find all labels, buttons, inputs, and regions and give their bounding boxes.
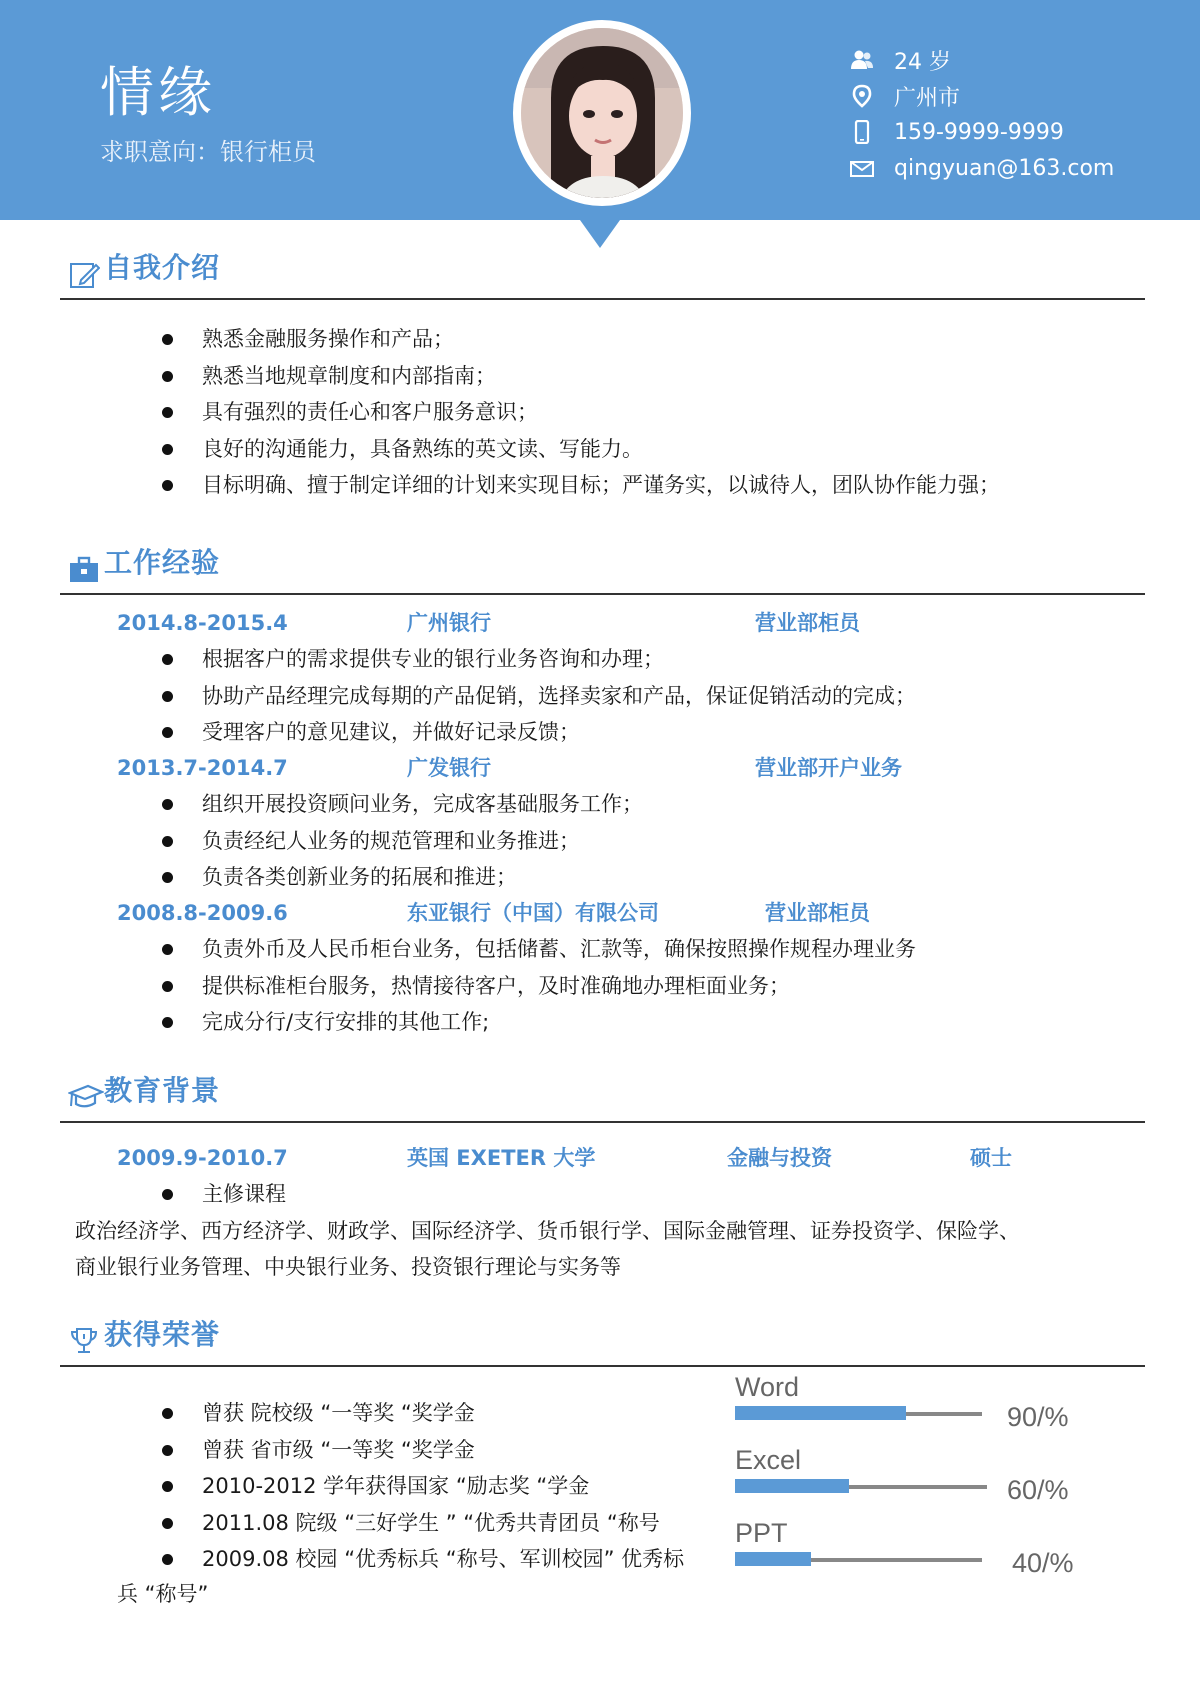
intro-item: 具有强烈的责任心和客户服务意识；: [160, 394, 1000, 431]
education-courses: [160, 1176, 286, 1213]
job-duty: 负责各类创新业务的拓展和推进；: [160, 859, 643, 896]
skill-name: Word: [735, 1372, 800, 1402]
honor-item: 2009.08 校园 “优秀标兵 “称号、军训校园” 优秀标: [160, 1541, 684, 1578]
job-header: [117, 605, 1017, 641]
honor-item: 2010-2012 学年获得国家 “励志奖 “学金: [160, 1468, 684, 1505]
honor-item: 曾获 院校级 “一等奖 “奖学金: [160, 1395, 684, 1432]
job-duty-list: [160, 786, 643, 896]
skill-percent: 60/%: [1007, 1475, 1069, 1505]
intro-item: 目标明确、擅于制定详细的计划来实现目标；严谨务实，以诚待人，团队协作能力强；: [160, 467, 1000, 504]
job-duty: 协助产品经理完成每期的产品促销，选择卖家和产品，保证促销活动的完成；: [160, 678, 916, 715]
skill-name: PPT: [735, 1518, 788, 1548]
mobile-phone-icon: [850, 120, 874, 144]
envelope-icon: [850, 156, 874, 180]
job-duty: 负责外币及人民币柜台业务，包括储蓄、汇款等，确保按照操作规程办理业务: [160, 931, 916, 968]
skill-fill: [735, 1406, 906, 1420]
contact-city: [850, 78, 1114, 114]
job-duty: 受理客户的意见建议，并做好记录反馈；: [160, 714, 916, 751]
courses-line: 政治经济学、西方经济学、财政学、国际经济学、货币银行学、国际金融管理、证券投资学、保险学、: [75, 1219, 1020, 1243]
job-company: 广州银行: [407, 611, 491, 635]
contact-info: [850, 42, 1114, 186]
section-education-title: 教育背景: [104, 1074, 221, 1107]
job-period: 2013.7-2014.7: [117, 756, 288, 780]
candidate-name: 情缘: [100, 61, 216, 124]
courses-label: 主修课程: [160, 1176, 286, 1213]
skill-percent: 40/%: [1012, 1548, 1074, 1578]
intro-list: [160, 321, 1000, 504]
job-duty-list: [160, 641, 916, 751]
contact-email-text[interactable]: qingyuan@163.com: [894, 155, 1115, 181]
briefcase-icon: [68, 553, 100, 585]
honors-list: [160, 1395, 684, 1578]
job-duty: 提供标准柜台服务，热情接待客户，及时准确地办理柜面业务；: [160, 968, 916, 1005]
location-pin-icon: [850, 84, 874, 108]
job-company: 东亚银行（中国）有限公司: [407, 901, 659, 925]
avatar-photo: [521, 28, 683, 198]
job-duty-list: [160, 931, 916, 1041]
job-position: 营业部柜员: [755, 611, 860, 635]
edit-note-icon: [68, 258, 100, 290]
job-objective-label: 求职意向：: [100, 138, 220, 166]
contact-phone-text[interactable]: 159-9999-9999: [894, 119, 1064, 145]
skill-row: [735, 1518, 1095, 1588]
education-degree: 硕士: [970, 1146, 1012, 1170]
section-work: [60, 543, 1145, 595]
user-group-icon: [850, 48, 874, 72]
skill-percent: 90/%: [1007, 1402, 1069, 1432]
job-header: [117, 895, 1017, 931]
contact-phone: [850, 114, 1114, 150]
job-duty: 组织开展投资顾问业务，完成客基础服务工作；: [160, 786, 643, 823]
job-position: 营业部开户业务: [755, 756, 902, 780]
avatar: [521, 28, 683, 198]
honor-item-continued: 兵 “称号”: [117, 1582, 209, 1606]
honor-item: 2011.08 院级 “三好学生 ” “优秀共青团员 “称号: [160, 1505, 684, 1542]
trophy-icon: [68, 1325, 100, 1357]
education-period: 2009.9-2010.7: [117, 1146, 288, 1170]
contact-age: [850, 42, 1114, 78]
contact-email: [850, 150, 1114, 186]
job-duty: 完成分行/支行安排的其他工作;: [160, 1004, 916, 1041]
courses-line: 商业银行业务管理、中央银行业务、投资银行理论与实务等: [75, 1255, 621, 1279]
section-work-title: 工作经验: [104, 546, 221, 579]
section-honors: [60, 1315, 1145, 1367]
education-header: [117, 1140, 1017, 1176]
education-school: 英国 EXETER 大学: [407, 1146, 596, 1170]
skill-fill: [735, 1552, 811, 1566]
graduation-cap-icon: [68, 1081, 100, 1113]
job-period: 2014.8-2015.4: [117, 611, 288, 635]
avatar-frame: [513, 20, 691, 206]
header-pointer: [580, 220, 620, 248]
section-intro-title: 自我介绍: [104, 251, 221, 284]
section-honors-title: 获得荣誉: [104, 1318, 221, 1351]
job-duty: 根据客户的需求提供专业的银行业务咨询和办理；: [160, 641, 916, 678]
education-major: 金融与投资: [727, 1146, 832, 1170]
job-header: [117, 750, 1017, 786]
contact-city-text: 广州市: [894, 85, 961, 111]
skill-fill: [735, 1479, 849, 1493]
section-intro: [60, 248, 1145, 300]
honor-item: 曾获 省市级 “一等奖 “奖学金: [160, 1432, 684, 1469]
skill-name: Excel: [735, 1445, 802, 1475]
job-duty: 负责经纪人业务的规范管理和业务推进；: [160, 823, 643, 860]
intro-item: 良好的沟通能力，具备熟练的英文读、写能力。: [160, 431, 1000, 468]
job-objective-value: 银行柜员: [220, 138, 316, 166]
intro-item: 熟悉金融服务操作和产品；: [160, 321, 1000, 358]
section-education: [60, 1071, 1145, 1123]
job-period: 2008.8-2009.6: [117, 901, 288, 925]
skill-row: [735, 1372, 1095, 1442]
job-position: 营业部柜员: [765, 901, 870, 925]
contact-age-text: 24 岁: [894, 49, 951, 75]
skill-row: [735, 1445, 1095, 1515]
job-objective: [100, 132, 316, 167]
job-company: 广发银行: [407, 756, 491, 780]
intro-item: 熟悉当地规章制度和内部指南；: [160, 358, 1000, 395]
